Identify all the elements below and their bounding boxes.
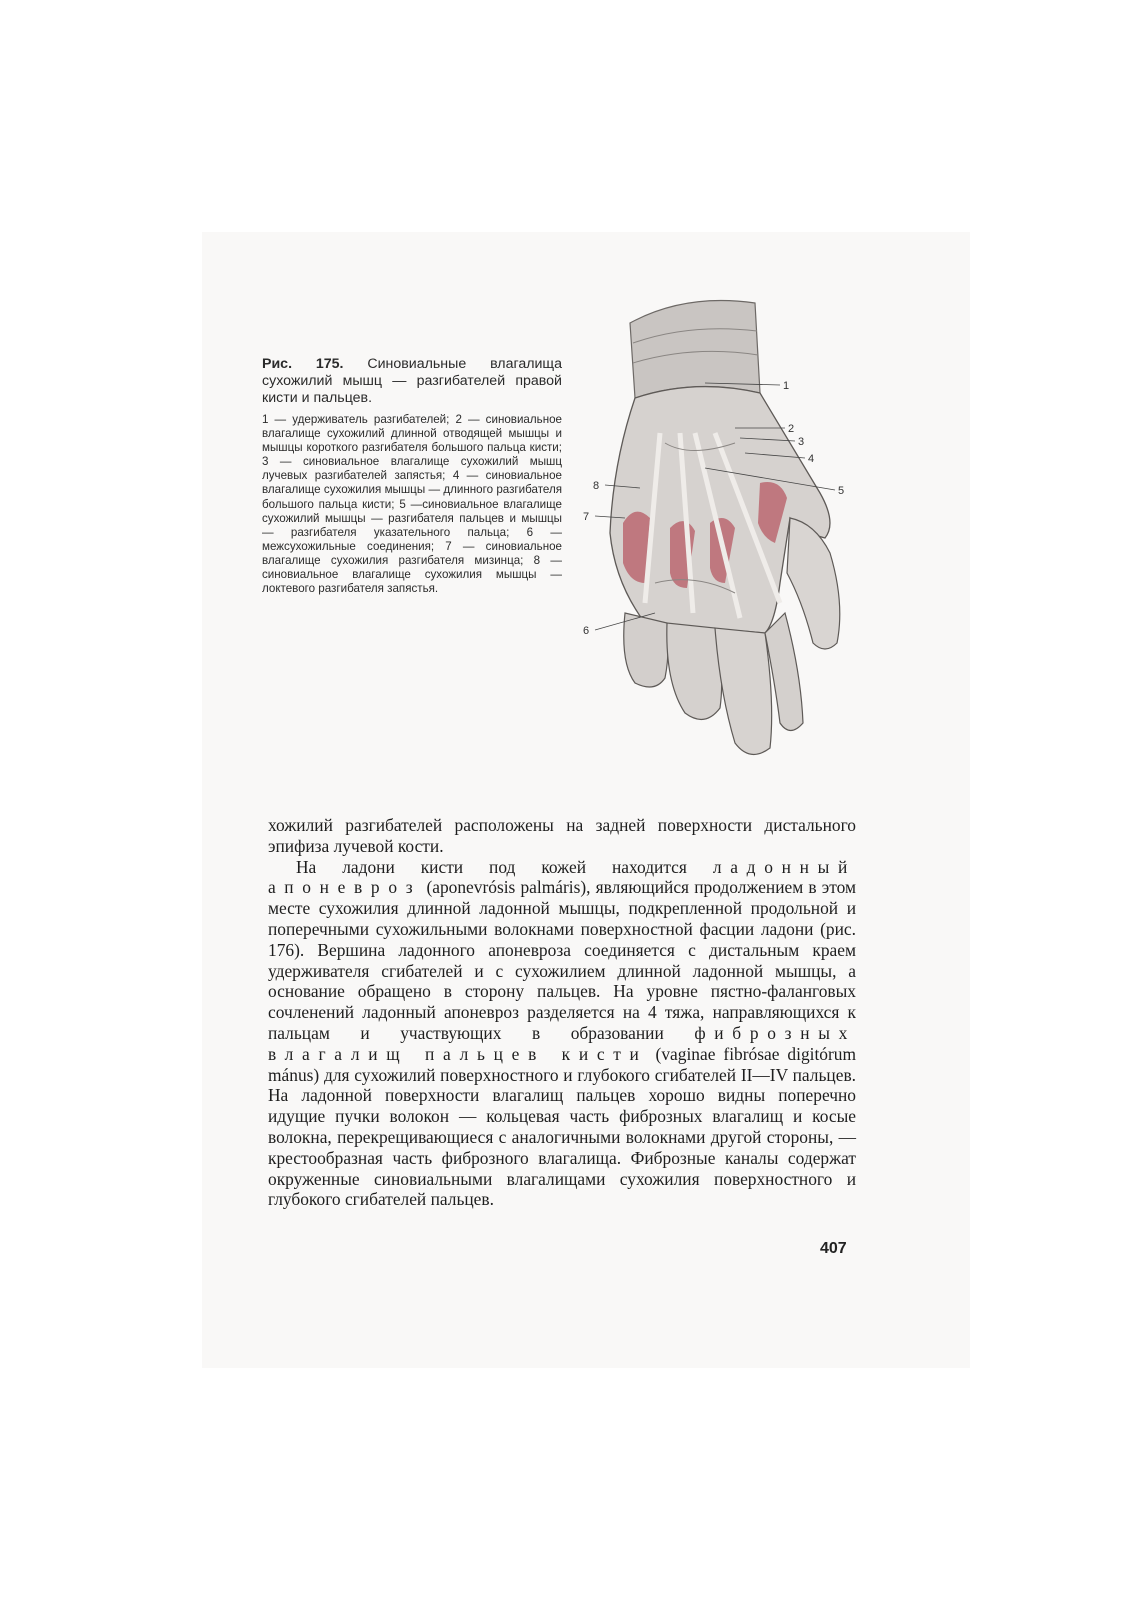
marker-label: 6: [583, 625, 590, 637]
marker-label: 2: [788, 423, 795, 435]
figure-title-text: Синовиальные влагалища сухожилий мышц — разгибателей правой кисти и пальцев.: [262, 356, 562, 406]
paragraph-text: На ладони кисти под кожей находится: [296, 856, 713, 877]
spaced-term: фиброзных влагалищ пальцев кисти: [268, 1022, 856, 1064]
figure-legend: 1 — удерживатель разгибателей; 2 — синовиальное влагалище сухожилий длинной отводящей мышцы и мышцы короткого разгибателя большого пальца кисти; 3 — синовиальное влагалище сухожилий мышц лучевых разгибателей запястья; 4 — синовиальное влагалище сухожилия мышцы — длинного разгибателя большого пальца кисти; 5 —синовиальное влагалище сухожилий мышцы — разгибателя пальцев и мышцы — разгибателя указательного пальца; 6 — межсухожильные соединения; 7 — синовиальное влагалище сухожилия разгибателя мизинца; 8 — синовиальное влагалище сухожилия мышцы — локтевого разгибателя запястья.: [262, 413, 562, 596]
page-number: 407: [820, 1240, 847, 1257]
spaced-term: ладонный апоневроз: [268, 856, 856, 898]
figure-caption: [262, 356, 562, 596]
marker-label: 1: [783, 380, 790, 392]
figure-title: [262, 356, 562, 407]
paragraph-continuation: хожилий разгибателей расположены на задней поверхности дистального эпифиза лучевой кости.: [268, 815, 856, 856]
hand-illustration: [575, 283, 850, 783]
paragraph-text: (aponevrósis palmáris), являющийся продолжением в этом месте сухожилия длинной ладонной мышцы, подкрепленной продольной и поперечными сухожильными волокнами поверхностной фасции ладони (рис. 176). Вершина ладонного апоневроза соединяется с дистальным краем удерживателя сгибателей и с сухожилием длинной ладонной мышцы, а основание обращено в сторону пальцев. На уровне пястно-фаланговых сочленений ладонный апоневроз разделяется на 4 тяжа, направляющихся к пальцам и участвующих в образовании: [268, 877, 856, 1043]
paragraph: [268, 857, 856, 1211]
marker-label: 7: [583, 511, 590, 523]
marker-label: 4: [808, 453, 815, 465]
figure-label: Рис. 175.: [262, 356, 344, 372]
marker-label: 8: [593, 480, 600, 492]
body-text: [268, 815, 856, 1210]
hand-dorsal-view-drawing: [575, 283, 850, 783]
paragraph-text: (vaginae fibrósae digitórum mánus) для сухожилий поверхностного и глубокого сгибателей II—IV пальцев. На ладонной поверхности влагалищ пальцев хорошо видны поперечно идущие пучки волокон — кольцевая часть фиброзных влагалищ и косые волокна, перекрещивающиеся с аналогичными волокнами другой стороны, — крестообразная часть фиброзного влагалища. Фиброзные каналы содержат окруженные синовиальными влагалищами сухожилия поверхностного и глубокого сгибателей пальцев.: [268, 1043, 857, 1210]
marker-label: 5: [838, 485, 845, 497]
marker-label: 3: [798, 436, 805, 448]
